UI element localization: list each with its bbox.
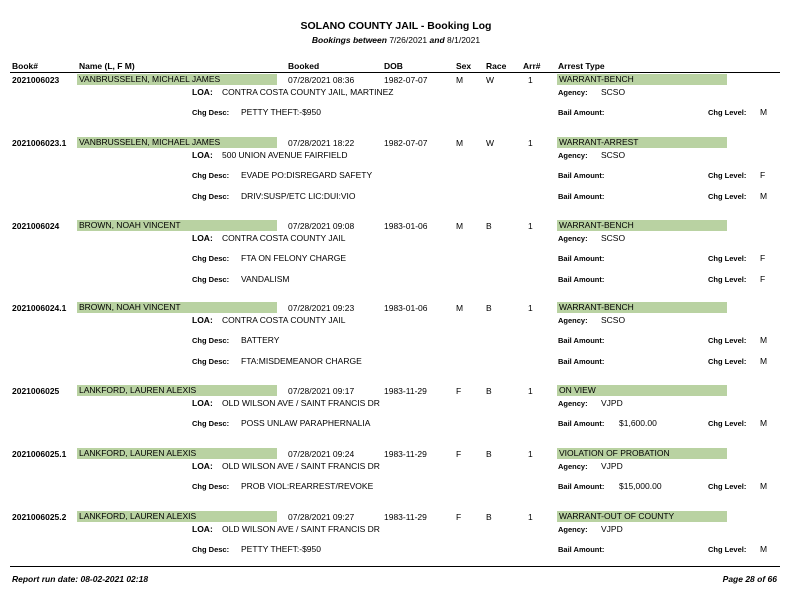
- bail-amount-label: Bail Amount:: [558, 357, 605, 366]
- arrest-type: WARRANT-OUT OF COUNTY: [557, 511, 727, 522]
- loa-value: OLD WILSON AVE / SAINT FRANCIS DR: [222, 461, 380, 471]
- chg-level-label: Chg Level:: [708, 254, 747, 263]
- bail-amount-value: $1,600.00: [619, 418, 657, 428]
- footer-rule: [10, 566, 780, 567]
- charge-description: FTA ON FELONY CHARGE: [241, 253, 347, 263]
- col-dob: DOB: [384, 61, 403, 71]
- arrest-number: 1: [528, 221, 533, 231]
- booked-datetime: 07/28/2021 09:24: [288, 449, 355, 459]
- book-number: 2021006024: [12, 221, 60, 231]
- charge-description: EVADE PO:DISREGARD SAFETY: [241, 170, 373, 180]
- bail-amount-label: Bail Amount:: [558, 192, 605, 201]
- booked-datetime: 07/28/2021 09:23: [288, 303, 355, 313]
- arrest-number: 1: [528, 449, 533, 459]
- chg-desc-label: Chg Desc:: [192, 171, 230, 180]
- agency-value: VJPD: [601, 524, 623, 534]
- bail-amount-label: Bail Amount:: [558, 336, 605, 345]
- inmate-name: BROWN, NOAH VINCENT: [77, 220, 277, 231]
- col-name: Name (L, F M): [79, 61, 135, 71]
- race: B: [486, 303, 492, 313]
- chg-level-label: Chg Level:: [708, 482, 747, 491]
- bail-amount-label: Bail Amount:: [558, 254, 605, 263]
- arrest-type: WARRANT-ARREST: [557, 137, 727, 148]
- agency-label: Agency:: [558, 88, 588, 97]
- charge-level: M: [760, 107, 768, 117]
- booked-datetime: 07/28/2021 18:22: [288, 138, 355, 148]
- bail-amount-value: $15,000.00: [619, 481, 662, 491]
- charge-level: M: [760, 418, 768, 428]
- arrest-number: 1: [528, 303, 533, 313]
- arrest-type: VIOLATION OF PROBATION: [557, 448, 727, 459]
- sex: M: [456, 303, 464, 313]
- inmate-name: LANKFORD, LAUREN ALEXIS: [77, 448, 277, 459]
- charge-description: DRIV:SUSP/ETC LIC:DUI:VIO: [241, 191, 356, 201]
- arrest-number: 1: [528, 386, 533, 396]
- inmate-name: VANBRUSSELEN, MICHAEL JAMES: [77, 137, 277, 148]
- dob: 1983-11-29: [384, 512, 427, 522]
- subtitle-and: and: [429, 35, 445, 45]
- agency-label: Agency:: [558, 462, 588, 471]
- page-number: Page 28 of 66: [722, 574, 777, 584]
- date-to: 8/1/2021: [447, 35, 481, 45]
- col-book: Book#: [12, 61, 38, 71]
- book-number: 2021006023.1: [12, 138, 67, 148]
- agency-value: VJPD: [601, 398, 623, 408]
- arrest-number: 1: [528, 75, 533, 85]
- bail-amount-label: Bail Amount:: [558, 482, 605, 491]
- charge-level: F: [760, 253, 766, 263]
- race: W: [486, 138, 495, 148]
- charge-level: M: [760, 335, 768, 345]
- booking-record: [0, 301, 792, 381]
- loa-label: LOA:: [192, 524, 213, 534]
- report-title: SOLANO COUNTY JAIL - Booking Log: [300, 20, 492, 32]
- agency-value: SCSO: [601, 233, 626, 243]
- sex: F: [456, 512, 462, 522]
- bail-amount-label: Bail Amount:: [558, 419, 605, 428]
- loa-value: OLD WILSON AVE / SAINT FRANCIS DR: [222, 398, 380, 408]
- dob: 1982-07-07: [384, 138, 428, 148]
- charge-description: BATTERY: [241, 335, 280, 345]
- agency-label: Agency:: [558, 316, 588, 325]
- report-subtitle: [0, 35, 792, 45]
- arrest-number: 1: [528, 512, 533, 522]
- chg-level-label: Chg Level:: [708, 336, 747, 345]
- loa-value: CONTRA COSTA COUNTY JAIL: [222, 233, 346, 243]
- charge-description: PETTY THEFT:-$950: [241, 107, 321, 117]
- charge-level: F: [760, 274, 766, 284]
- book-number: 2021006025.1: [12, 449, 67, 459]
- chg-desc-label: Chg Desc:: [192, 254, 230, 263]
- loa-label: LOA:: [192, 150, 213, 160]
- charge-level: M: [760, 191, 768, 201]
- charge-description: POSS UNLAW PARAPHERNALIA: [241, 418, 371, 428]
- charge-description: PROB VIOL:REARREST/REVOKE: [241, 481, 374, 491]
- charge-level: M: [760, 356, 768, 366]
- loa-label: LOA:: [192, 87, 213, 97]
- booked-datetime: 07/28/2021 08:36: [288, 75, 355, 85]
- charge-level: M: [760, 481, 768, 491]
- loa-label: LOA:: [192, 398, 213, 408]
- sex: F: [456, 386, 462, 396]
- col-race: Race: [486, 61, 507, 71]
- sex: M: [456, 138, 464, 148]
- dob: 1983-01-06: [384, 303, 428, 313]
- loa-label: LOA:: [192, 461, 213, 471]
- arrest-number: 1: [528, 138, 533, 148]
- chg-desc-label: Chg Desc:: [192, 108, 230, 117]
- agency-label: Agency:: [558, 234, 588, 243]
- race: B: [486, 512, 492, 522]
- report-run-date: Report run date: 08-02-2021 02:18: [12, 574, 149, 584]
- chg-desc-label: Chg Desc:: [192, 275, 230, 284]
- booked-datetime: 07/28/2021 09:08: [288, 221, 355, 231]
- book-number: 2021006025: [12, 386, 60, 396]
- sex: M: [456, 75, 464, 85]
- col-booked: Booked: [288, 61, 320, 71]
- race: W: [486, 75, 495, 85]
- col-arr: Arr#: [523, 61, 541, 71]
- chg-level-label: Chg Level:: [708, 275, 747, 284]
- chg-desc-label: Chg Desc:: [192, 482, 230, 491]
- agency-value: VJPD: [601, 461, 623, 471]
- chg-level-label: Chg Level:: [708, 171, 747, 180]
- chg-level-label: Chg Level:: [708, 419, 747, 428]
- booking-record: [0, 136, 792, 216]
- inmate-name: LANKFORD, LAUREN ALEXIS: [77, 385, 277, 396]
- loa-value: CONTRA COSTA COUNTY JAIL, MARTINEZ: [222, 87, 394, 97]
- booking-record: [0, 219, 792, 299]
- loa-value: 500 UNION AVENUE FAIRFIELD: [222, 150, 348, 160]
- agency-value: SCSO: [601, 150, 626, 160]
- col-arrest-type: Arrest Type: [558, 61, 605, 71]
- chg-desc-label: Chg Desc:: [192, 419, 230, 428]
- chg-desc-label: Chg Desc:: [192, 336, 230, 345]
- dob: 1983-11-29: [384, 386, 427, 396]
- chg-level-label: Chg Level:: [708, 545, 747, 554]
- chg-level-label: Chg Level:: [708, 192, 747, 201]
- date-from: 7/26/2021: [389, 35, 428, 45]
- charge-level: M: [760, 544, 768, 554]
- chg-level-label: Chg Level:: [708, 357, 747, 366]
- bail-amount-label: Bail Amount:: [558, 171, 605, 180]
- chg-desc-label: Chg Desc:: [192, 192, 230, 201]
- agency-label: Agency:: [558, 399, 588, 408]
- chg-desc-label: Chg Desc:: [192, 357, 230, 366]
- loa-label: LOA:: [192, 315, 213, 325]
- bail-amount-label: Bail Amount:: [558, 545, 605, 554]
- loa-value: CONTRA COSTA COUNTY JAIL: [222, 315, 346, 325]
- sex: F: [456, 449, 462, 459]
- book-number: 2021006024.1: [12, 303, 67, 313]
- agency-label: Agency:: [558, 525, 588, 534]
- inmate-name: VANBRUSSELEN, MICHAEL JAMES: [77, 74, 277, 85]
- booked-datetime: 07/28/2021 09:17: [288, 386, 355, 396]
- chg-desc-label: Chg Desc:: [192, 545, 230, 554]
- arrest-type: ON VIEW: [557, 385, 727, 396]
- charge-description: PETTY THEFT:-$950: [241, 544, 321, 554]
- charge-description: VANDALISM: [241, 274, 290, 284]
- loa-value: OLD WILSON AVE / SAINT FRANCIS DR: [222, 524, 380, 534]
- col-sex: Sex: [456, 61, 472, 71]
- inmate-name: LANKFORD, LAUREN ALEXIS: [77, 511, 277, 522]
- bail-amount-label: Bail Amount:: [558, 275, 605, 284]
- agency-label: Agency:: [558, 151, 588, 160]
- subtitle-prefix: Bookings between: [311, 35, 387, 45]
- dob: 1983-11-29: [384, 449, 427, 459]
- booked-datetime: 07/28/2021 09:27: [288, 512, 355, 522]
- chg-level-label: Chg Level:: [708, 108, 747, 117]
- dob: 1983-01-06: [384, 221, 428, 231]
- arrest-type: WARRANT-BENCH: [557, 302, 727, 313]
- charge-level: F: [760, 170, 766, 180]
- dob: 1982-07-07: [384, 75, 428, 85]
- loa-label: LOA:: [192, 233, 213, 243]
- agency-value: SCSO: [601, 315, 626, 325]
- race: B: [486, 386, 492, 396]
- race: B: [486, 221, 492, 231]
- book-number: 2021006023: [12, 75, 60, 85]
- agency-value: SCSO: [601, 87, 626, 97]
- arrest-type: WARRANT-BENCH: [557, 220, 727, 231]
- inmate-name: BROWN, NOAH VINCENT: [77, 302, 277, 313]
- race: B: [486, 449, 492, 459]
- sex: M: [456, 221, 464, 231]
- bail-amount-label: Bail Amount:: [558, 108, 605, 117]
- arrest-type: WARRANT-BENCH: [557, 74, 727, 85]
- book-number: 2021006025.2: [12, 512, 67, 522]
- charge-description: FTA:MISDEMEANOR CHARGE: [241, 356, 362, 366]
